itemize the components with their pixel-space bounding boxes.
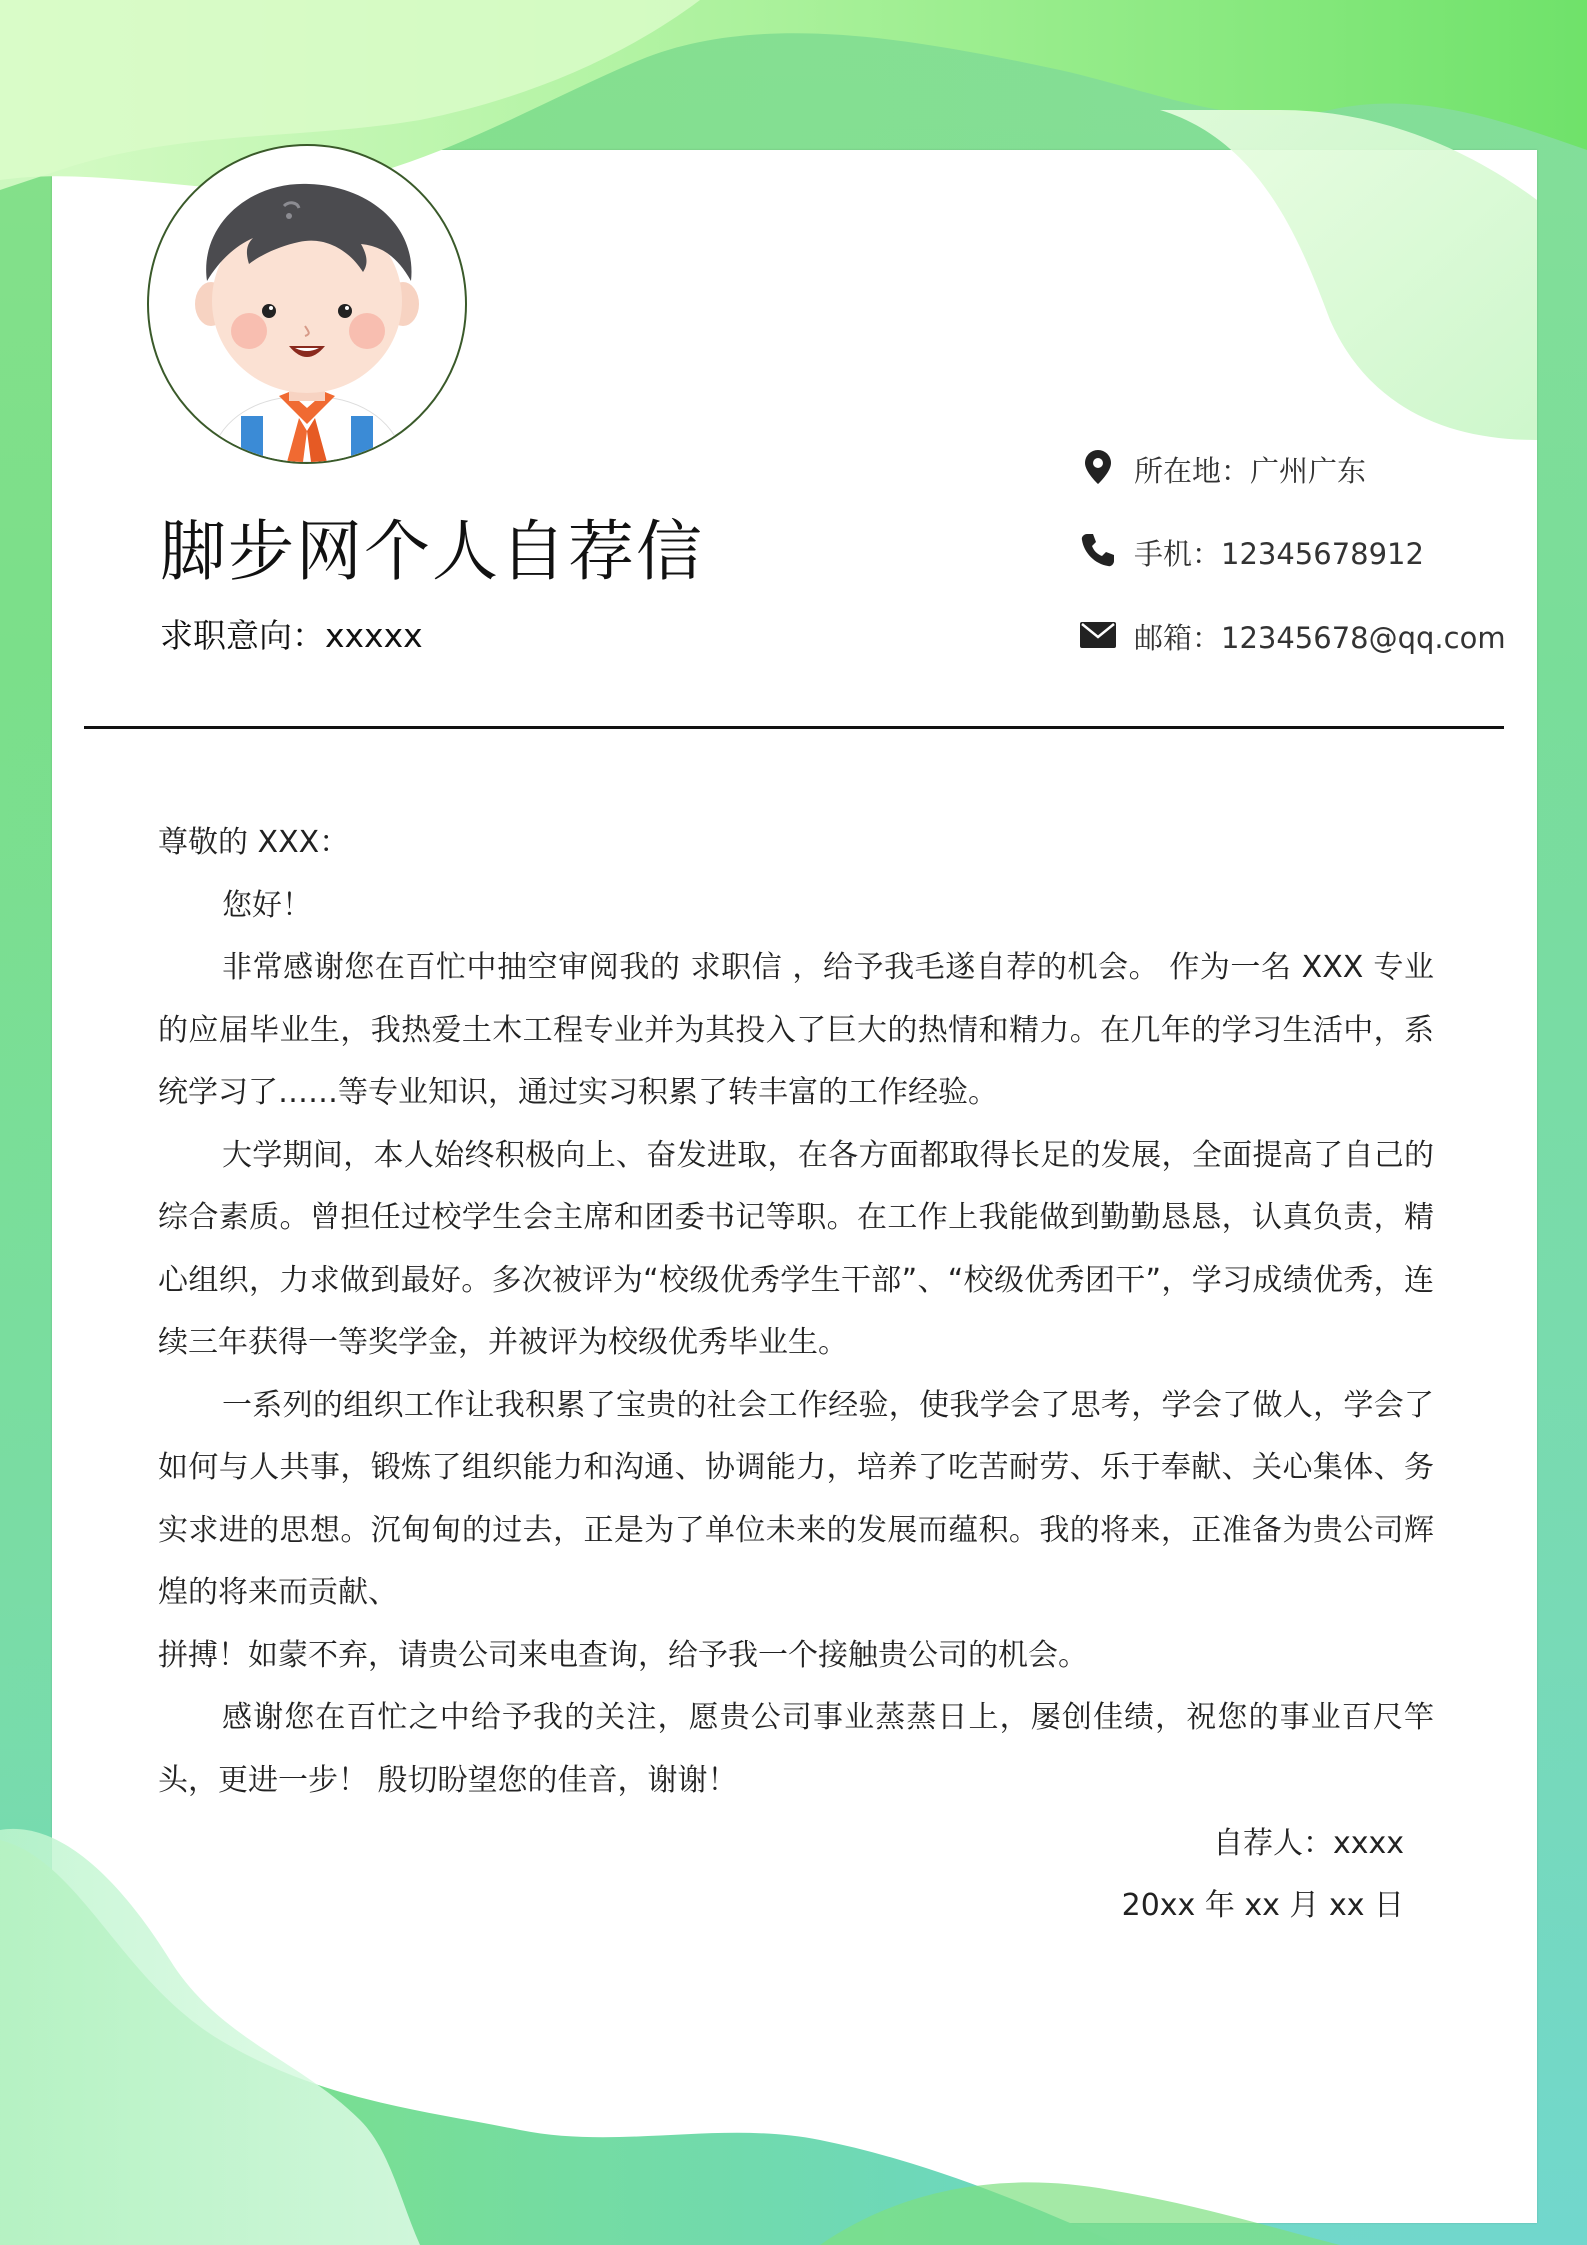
paragraph-3: 一系列的组织工作让我积累了宝贵的社会工作经验，使我学会了思考，学会了做人，学会了如何与人共事，锻炼了组织能力和沟通、协调能力，培养了吃苦耐劳、乐于奉献、关心集体、务实求进的思想。沉甸甸的过去，正是为了单位未来的发展而蕴积。我的将来，正准备为贵公司辉煌的将来而贡献、 — [158, 1387, 1434, 1610]
letter-date: 20xx 年 xx 月 xx 日 — [1121, 1888, 1404, 1923]
page-title: 脚步网个人自荐信 — [160, 513, 704, 590]
envelope-icon — [1078, 614, 1118, 654]
paragraph-4: 拼搏！如蒙不弃，请贵公司来电查询，给予我一个接触贵公司的机会。 — [158, 1637, 1088, 1673]
salutation: 尊敬的 XXX： — [158, 825, 350, 860]
location-text: 所在地：广州广东 — [1134, 454, 1367, 488]
letter-body — [158, 812, 1434, 1812]
paragraph-2: 大学期间，本人始终积极向上、奋发进取，在各方面都取得长足的发展，全面提高了自己的综合素质。曾担任过校学生会主席和团委书记等职。在工作上我能做到勤勤恳恳，认真负责，精心组织，力求做到最好。多次被评为“校级优秀学生干部”、“校级优秀团干”，学习成绩优秀，连续三年获得一等奖学金，并被评为校级优秀毕业生。 — [158, 1137, 1434, 1360]
header-divider — [84, 726, 1504, 729]
boy-avatar-illustration — [149, 146, 465, 462]
phone-text: 手机：12345678912 — [1134, 537, 1424, 571]
avatar — [147, 144, 467, 464]
job-intent: 求职意向：xxxxx — [160, 616, 423, 655]
greeting: 您好！ — [222, 887, 312, 923]
signer: 自荐人：xxxx — [1212, 1826, 1404, 1861]
phone-icon — [1078, 530, 1118, 570]
paragraph-5: 感谢您在百忙之中给予我的关注，愿贵公司事业蒸蒸日上，屡创佳绩，祝您的事业百尺竿头，更进一步！ 殷切盼望您的佳音，谢谢！ — [158, 1700, 1434, 1798]
email-text: 邮箱：12345678@qq.com — [1134, 621, 1506, 655]
map-pin-icon — [1078, 447, 1118, 487]
paragraph-1: 非常感谢您在百忙中抽空审阅我的 求职信 ，给予我毛遂自荐的机会。 作为一名 XXX 专业的应届毕业生，我热爱土木工程专业并为其投入了巨大的热情和精力。在几年的学习生活中，系统学习了……等专业知识，通过实习积累了转丰富的工作经验。 — [158, 950, 1434, 1110]
